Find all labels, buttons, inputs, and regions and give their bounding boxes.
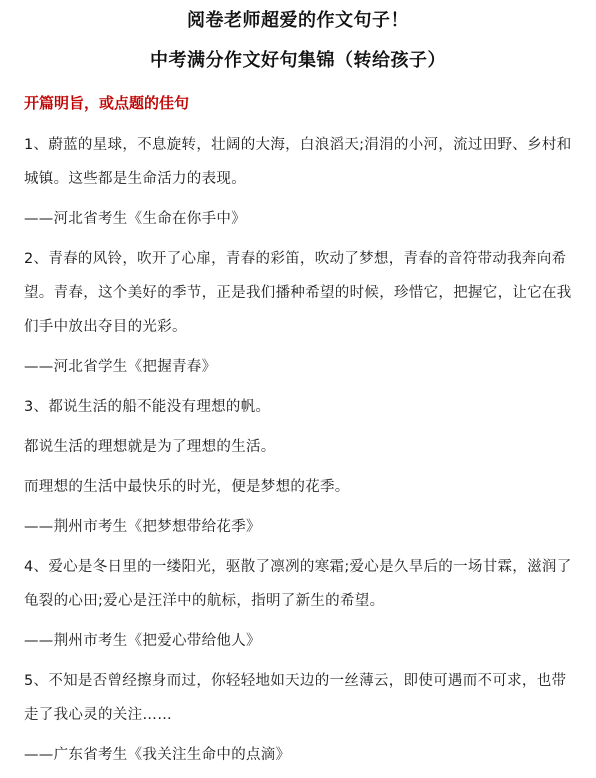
quote-source: ——荆州市考生《把梦想带给花季》	[24, 519, 261, 535]
page-title: 阅卷老师超爱的作文句子！	[187, 10, 409, 31]
quote-text: 3、都说生活的船不能没有理想的帆。	[24, 399, 271, 415]
quote-text: 2、青春的风铃，吹开了心扉，青春的彩笛，吹动了梦想，青春的音符带动我奔向希望。青春，这个美好的季节，正是我们播种希望的时候，珍惜它，把握它，让它在我们手中放出夺目的光彩。	[24, 251, 572, 335]
quote-text-line-2: 都说生活的理想就是为了理想的生活。	[24, 439, 276, 455]
section-heading: 开篇明旨，或点题的佳句	[24, 94, 190, 112]
article-body	[24, 92, 580, 778]
page-subtitle: 中考满分作文好句集锦（转给孩子）	[150, 50, 446, 71]
quote-text: 1、蔚蓝的星球，不息旋转，壮阔的大海，白浪滔天;涓涓的小河，流过田野、乡村和城镇。这些都是生命活力的表现。	[24, 137, 572, 187]
quote-item-1	[24, 128, 580, 236]
quote-text-line-3: 而理想的生活中最快乐的时光，便是梦想的花季。	[24, 479, 350, 495]
quote-item-2	[24, 242, 580, 384]
quote-text: 5、不知是否曾经擦身而过，你轻轻地如天边的一丝薄云，即使可遇而不可求，也带走了我心灵的关注……	[24, 673, 567, 723]
quote-source: ——河北省学生《把握青春》	[24, 359, 217, 375]
quote-source: ——广东省考生《我关注生命中的点滴》	[24, 747, 291, 763]
quote-source: ——荆州市考生《把爱心带给他人》	[24, 633, 261, 649]
quote-source: ——河北省考生《生命在你手中》	[24, 211, 246, 227]
quote-item-3	[24, 390, 580, 544]
quote-item-5	[24, 664, 580, 772]
quote-item-4	[24, 550, 580, 658]
quote-text: 4、爱心是冬日里的一缕阳光，驱散了凛冽的寒霜;爱心是久旱后的一场甘霖，滋润了龟裂的心田;爱心是汪洋中的航标，指明了新生的希望。	[24, 559, 572, 609]
